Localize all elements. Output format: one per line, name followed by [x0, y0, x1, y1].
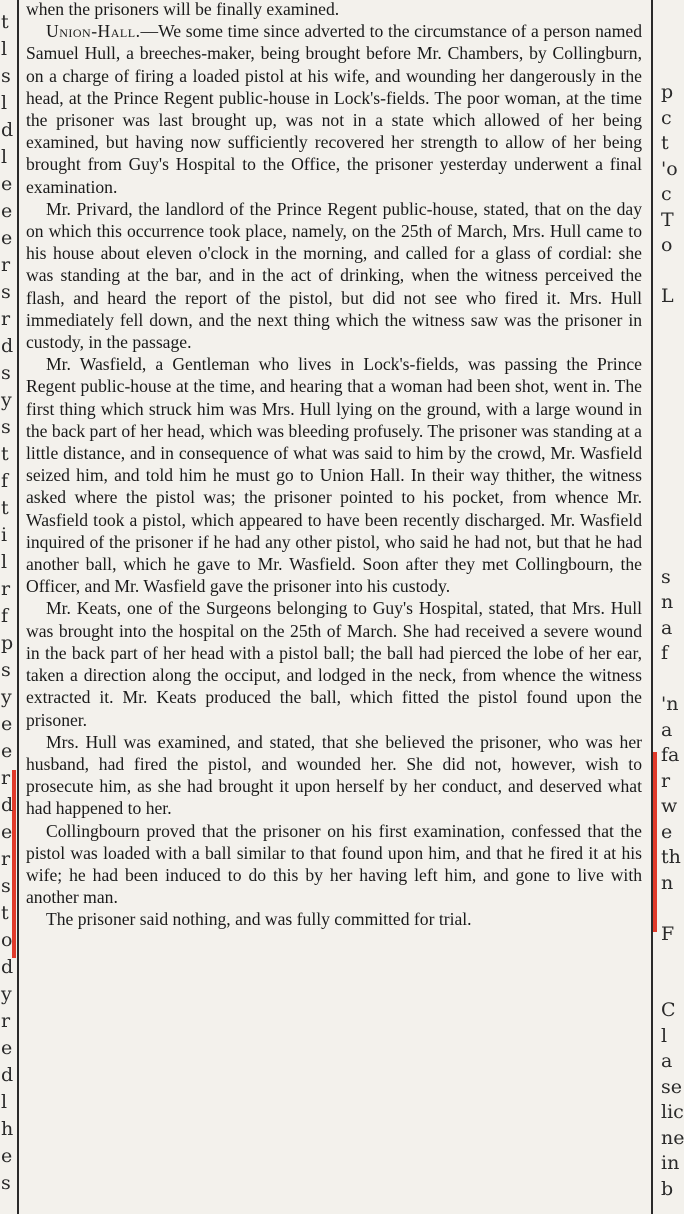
margin-fragment: l: [1, 1091, 8, 1113]
margin-fragment: e: [1, 227, 13, 249]
paragraph-committed: The prisoner said nothing, and was fully committed for trial.: [46, 909, 472, 930]
margin-fragment: t: [1, 497, 9, 519]
margin-fragment: r: [1, 308, 11, 330]
paragraph-wasfield: Mr. Wasfield, a Gentleman who lives in Lock's-fields, was passing the Prince Regent public-house at the time, and hearing that a woman had been shot, went in. The first thing which struck him was Mrs. Hull lying on the ground, with a large wound in the back part of her head, which was bleeding profusely. The prisoner was standing at a little distance, and in consequence of what was said to him by the crowd, Mr. Wasfield seized him, and told him he must go to Union Hall. In their way thither, the witness asked where the pistol was; the prisoner pointed to his pocket, from whence Mr. Wasfield took a pistol, which appeared to have been recently discharged. Mr. Wasfield inquired of the prisoner if he had any other pistol, who said he had not, but that he had another ball, which he gave to Mr. Wasfield. Soon after they met Collingbourn, the Officer, and Mr. Wasfield gave the prisoner into his custody.: [26, 354, 642, 597]
margin-fragment: lic: [661, 1101, 684, 1123]
opening-line: when the prisoners will be finally examined.: [26, 0, 340, 19]
article-body: [26, 0, 642, 931]
margin-fragment: y: [1, 389, 12, 411]
margin-fragment: b: [661, 1177, 674, 1200]
margin-fragment: s: [1, 65, 11, 87]
margin-fragment: a: [661, 718, 673, 741]
margin-fragment: e: [1, 200, 13, 222]
margin-fragment: d: [1, 956, 14, 978]
margin-fragment: f: [661, 642, 669, 664]
paragraph-text: —We some time since adverted to the circumstance of a person named Samuel Hull, a breeches-maker, being brought before Mr. Chambers, by Collingburn, on a charge of firing a loaded pistol at his wife, and wounding her dangerously in the head, at the Prince Regent public-house in Lock's-fields. The poor woman, at the time the prisoner was last brought up, was not in a state which allowed of her being examined, but having now sufficiently recovered her strength to allow of her being brought from Guy's Hospital to the Office, the prisoner yesterday underwent a final examination.: [26, 21, 642, 197]
margin-fragment: p: [1, 632, 14, 654]
margin-fragment: s: [1, 416, 11, 438]
margin-fragment: r: [661, 769, 671, 792]
margin-fragment: s: [1, 659, 11, 681]
margin-fragment: d: [1, 119, 14, 141]
margin-fragment: L: [661, 285, 674, 307]
margin-fragment: e: [1, 1145, 13, 1167]
margin-fragment: in: [661, 1152, 680, 1174]
margin-fragment: t: [661, 132, 669, 154]
margin-fragment: e: [661, 820, 673, 843]
margin-fragment: s: [661, 565, 671, 588]
section-heading: Union-Hall.: [46, 21, 141, 42]
margin-fragment: h: [1, 1118, 14, 1140]
margin-fragment: s: [1, 281, 11, 303]
margin-fragment: l: [661, 1024, 668, 1047]
margin-fragment: r: [1, 1010, 11, 1032]
right-column-rule: [651, 0, 653, 1214]
margin-fragment: l: [1, 38, 8, 60]
margin-fragment: l: [1, 146, 8, 168]
margin-fragment: se: [661, 1075, 682, 1098]
margin-fragment: F: [661, 922, 675, 945]
margin-fragment: n: [661, 591, 674, 613]
margin-fragment: w: [661, 795, 678, 817]
paragraph-keats: Mr. Keats, one of the Surgeons belonging to Guy's Hospital, stated, that Mrs. Hull was brought into the hospital on the 25th of March. She had received a severe wound in the back part of her head with a pistol ball; the ball had pierced the lobe of her ear, taken a direction along the occiput, and lodged in the neck, from whence the witness extracted it. Mr. Keats produced the ball, which fitted the pistol found upon the prisoner.: [26, 598, 642, 730]
margin-fragment: r: [1, 767, 11, 789]
left-column-rule: [17, 0, 19, 1214]
margin-fragment: r: [1, 848, 11, 870]
margin-fragment: e: [1, 821, 13, 843]
margin-fragment: s: [1, 1172, 11, 1194]
margin-fragment: y: [1, 983, 12, 1005]
margin-fragment: i: [1, 524, 8, 546]
margin-fragment: s: [1, 362, 11, 384]
paragraph-mrs-hull: Mrs. Hull was examined, and stated, that she believed the prisoner, who was her husband, had fired the pistol, and wounded her. She did not, however, wish to prosecute him, as she had brought it upon herself by her conduct, and deserved what had happened to her.: [26, 731, 642, 819]
margin-fragment: e: [1, 740, 13, 762]
margin-fragment: e: [1, 173, 13, 195]
margin-fragment: p: [661, 81, 674, 103]
margin-fragment: f: [1, 470, 9, 492]
margin-fragment: t: [1, 11, 9, 33]
margin-fragment: 'o: [661, 157, 678, 180]
margin-fragment: d: [1, 794, 14, 816]
margin-fragment: d: [1, 1064, 14, 1086]
margin-fragment: ne: [661, 1126, 684, 1149]
margin-fragment: l: [1, 92, 8, 114]
margin-fragment: r: [1, 254, 11, 276]
margin-fragment: th: [661, 846, 681, 868]
margin-fragment: 'n: [661, 693, 679, 715]
margin-fragment: e: [1, 1037, 13, 1059]
margin-fragment: c: [661, 183, 672, 205]
margin-fragment: a: [661, 616, 673, 639]
margin-fragment: T: [661, 208, 674, 231]
right-highlight-bar: [653, 752, 657, 932]
margin-fragment: s: [1, 875, 11, 897]
margin-fragment: t: [1, 902, 9, 924]
margin-fragment: fa: [661, 744, 680, 766]
margin-fragment: a: [661, 1050, 673, 1072]
paragraph-privard: Mr. Privard, the landlord of the Prince Regent public-house, stated, that on the day on which this occurrence took place, namely, on the 25th of March, Mrs. Hull came to his house about eleven o'clock in the morning, and called for a glass of cordial: she was standing at the bar, and in the act of drinking, when the witness perceived the flash, and heard the report of the pistol, but did not see who fired it. Mrs. Hull immediately fell down, and the next thing which the witness saw was the prisoner in custody, in the passage.: [26, 198, 642, 353]
margin-fragment: d: [1, 335, 14, 357]
margin-fragment: C: [661, 999, 676, 1021]
margin-fragment: n: [661, 871, 674, 894]
margin-fragment: c: [661, 106, 672, 129]
margin-fragment: f: [1, 605, 9, 627]
margin-fragment: e: [1, 713, 13, 735]
margin-fragment: r: [1, 578, 11, 600]
margin-fragment: l: [1, 551, 8, 573]
margin-fragment: o: [661, 234, 673, 256]
paragraph-collingbourn: Collingbourn proved that the prisoner on his first examination, confessed that the pistol was loaded with a ball similar to that found upon him, and that he fired it at his wife; he had been induced to do this by her having left him, and gone to live with another man.: [26, 820, 642, 908]
margin-fragment: t: [1, 443, 9, 465]
paragraph-union-hall: [26, 20, 642, 198]
margin-fragment: o: [1, 929, 13, 951]
margin-fragment: y: [1, 686, 12, 708]
